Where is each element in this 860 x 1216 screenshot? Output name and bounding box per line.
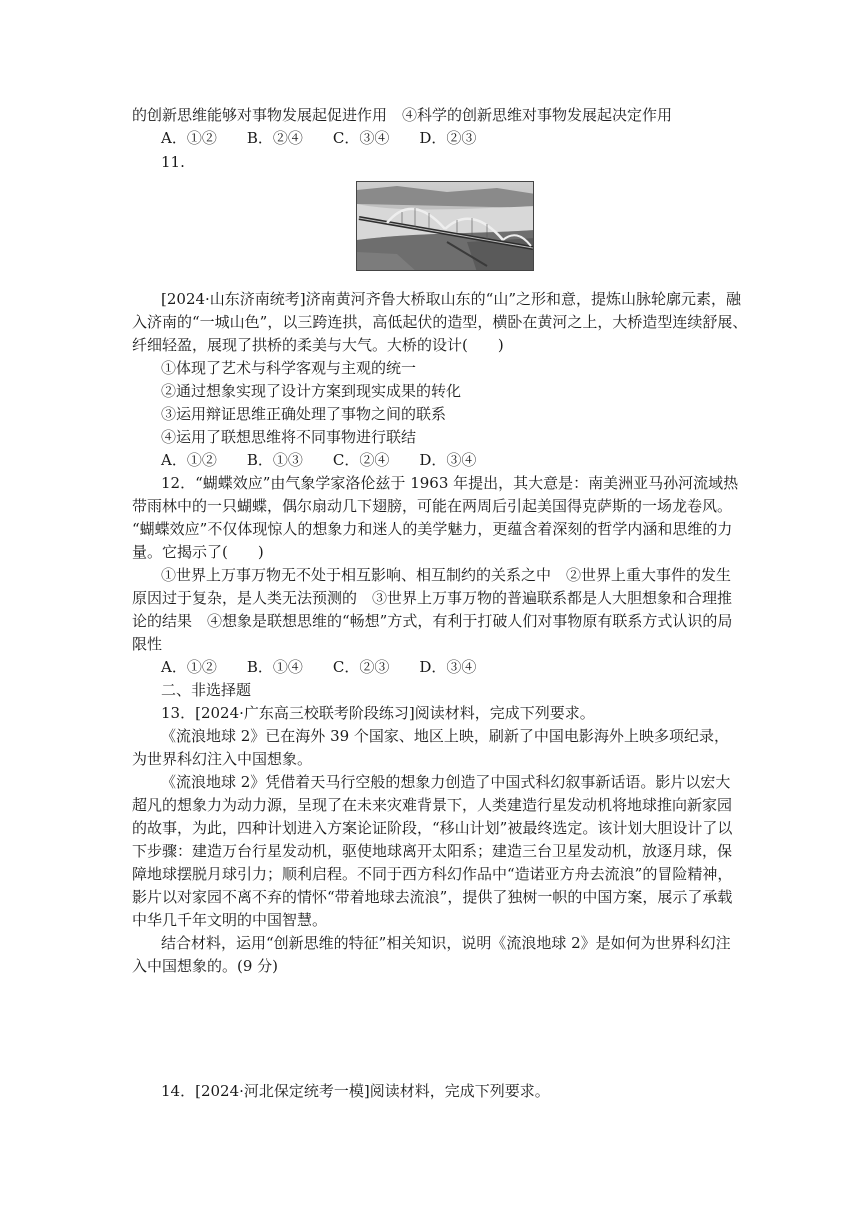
q11-stem-line-2: 入济南的“一城山色”，以三跨连拱，高低起伏的造型，横卧在黄河之上，大桥造型连续舒展、 xyxy=(132,313,748,331)
q11-stem-line-1: [2024·山东济南统考]济南黄河齐鲁大桥取山东的“山”之形和意，提炼山脉轮廓元素，融 xyxy=(161,290,741,308)
q11-statement-4: ④运用了联想思维将不同事物进行联结 xyxy=(161,428,417,446)
section-heading: 二、非选择题 xyxy=(161,681,252,699)
q13-material-line-2: 为世界科幻注入中国想象。 xyxy=(132,750,313,768)
q13-material-line-9: 中华几千年文明的中国智慧。 xyxy=(132,911,328,929)
q13-material-line-8: 影片以对家园不离不弃的情怀“带着地球去流浪”，提供了独树一帜的中国方案，展示了承载 xyxy=(132,888,733,906)
q12-statements-line-3: 论的结果 ④想象是联想思维的“畅想”方式，有利于打破人们对事物原有联系方式认识的局 xyxy=(132,612,733,630)
q11-statement-2: ②通过想象实现了设计方案到现实成果的转化 xyxy=(161,382,462,400)
q12-statements-line-1: ①世界上万事万物无不处于相互影响、相互制约的关系之中 ②世界上重大事件的发生 xyxy=(161,566,732,584)
q13-question-line-1: 结合材料，运用“创新思维的特征”相关知识，说明《流浪地球 2》是如何为世界科幻注 xyxy=(161,934,731,952)
q11-stem-line-3: 纤细轻盈，展现了拱桥的柔美与大气。大桥的设计( ) xyxy=(132,336,504,354)
q12-stem-line-1: 12．“蝴蝶效应”由气象学家洛伦兹于 1963 年提出，其大意是：南美洲亚马孙河流域热 xyxy=(161,474,739,492)
q10-options: A．①② B．②④ C．③④ D．②③ xyxy=(161,129,477,147)
q12-options: A．①② B．①④ C．②③ D．③④ xyxy=(161,658,477,676)
q13-material-line-6: 下步骤：建造万台行星发动机，驱使地球离开太阳系；建造三台卫星发动机，放逐月球，保 xyxy=(132,842,733,860)
q12-statements-line-4: 限性 xyxy=(132,635,163,653)
q13-material-line-7: 障地球摆脱月球引力；顺利启程。不同于西方科幻作品中“造诺亚方舟去流浪”的冒险精神， xyxy=(132,865,733,883)
q12-stem-line-4: 量。它揭示了( ) xyxy=(132,543,264,561)
q10-line-end: 的创新思维能够对事物发展起促进作用 ④科学的创新思维对事物发展起决定作用 xyxy=(132,106,673,124)
q14-heading: 14．[2024·河北保定统考一模]阅读材料，完成下列要求。 xyxy=(161,1082,550,1100)
q13-material-line-4: 超凡的想象力为动力源，呈现了在未来灾难背景下，人类建造行星发动机将地球推向新家园 xyxy=(132,796,733,814)
q11-statement-3: ③运用辩证思维正确处理了事物之间的联系 xyxy=(161,405,447,423)
q12-statements-line-2: 原因过于复杂，是人类无法预测的 ③世界上万事万物的普遍联系都是人大胆想象和合理推 xyxy=(132,589,733,607)
q11-options: A．①② B．①③ C．②④ D．③④ xyxy=(161,451,477,469)
q12-stem-line-2: 带雨林中的一只蝴蝶，偶尔扇动几下翅膀，可能在两周后引起美国得克萨斯的一场龙卷风。 xyxy=(132,497,733,515)
q13-question-line-2: 入中国想象的。(9 分) xyxy=(132,957,279,975)
q13-heading: 13．[2024·广东高三校联考阶段练习]阅读材料，完成下列要求。 xyxy=(161,704,595,722)
q13-material-line-3: 《流浪地球 2》凭借着天马行空般的想象力创造了中国式科幻叙事新话语。影片以宏大 xyxy=(161,773,731,791)
q13-material-line-5: 的故事，为此，四种计划进入方案论证阶段，“移山计划”被最终选定。该计划大胆设计了以 xyxy=(132,819,733,837)
q11-number: 11. xyxy=(161,153,185,171)
q13-material-line-1: 《流浪地球 2》已在海外 39 个国家、地区上映，刷新了中国电影海外上映多项纪录， xyxy=(161,727,729,745)
bridge-photo xyxy=(356,181,534,271)
q12-stem-line-3: “蝴蝶效应”不仅体现惊人的想象力和迷人的美学魅力，更蕴含着深刻的哲学内涵和思维的力 xyxy=(132,520,733,538)
q11-statement-1: ①体现了艺术与科学客观与主观的统一 xyxy=(161,359,417,377)
